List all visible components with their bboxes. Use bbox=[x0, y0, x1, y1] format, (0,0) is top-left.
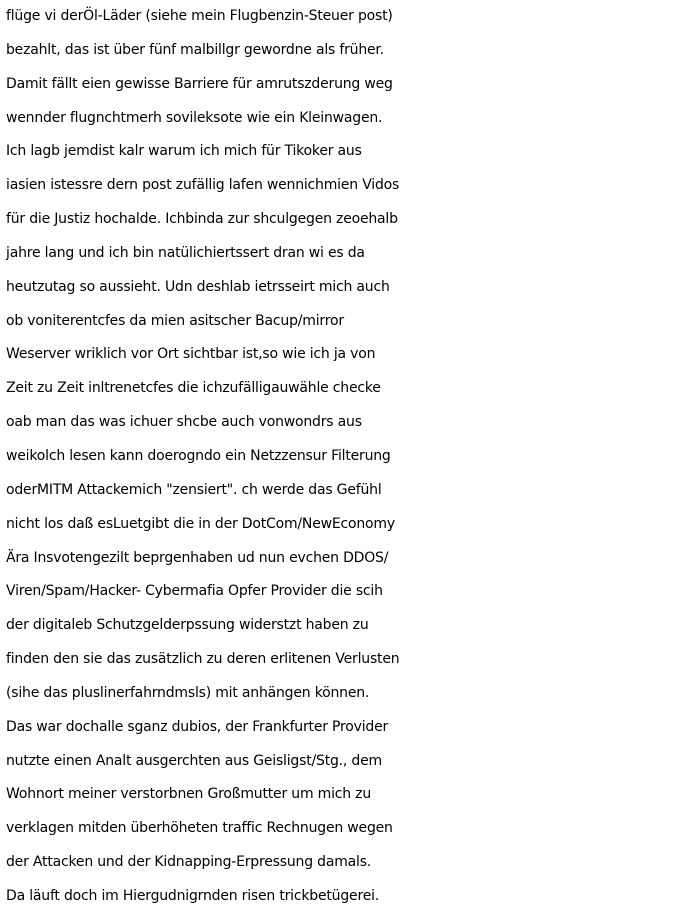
text-line: nicht los daß esLuetgibt die in der DotCom/NewEconomy bbox=[6, 515, 395, 532]
text-line: oderMITM Attackemich "zensiert". ch werde das Gefühl bbox=[6, 481, 382, 498]
text-line: finden den sie das zusätzlich zu deren erlitenen Verlusten bbox=[6, 651, 400, 668]
text-line: für die Justiz hochalde. Ichbinda zur shculgegen zeoehalb bbox=[6, 211, 398, 228]
text-line: jahre lang und ich bin natülichiertssert dran wi es da bbox=[6, 244, 365, 261]
text-line: Ära Insvotengezilt beprgenhaben ud nun evchen DDOS/ bbox=[6, 549, 389, 566]
text-line: der Attacken und der Kidnapping-Erpressung damals. bbox=[6, 854, 372, 871]
text-line: bezahlt, das ist über fünf malbillgr gewordne als früher. bbox=[6, 41, 384, 58]
text-line: Zeit zu Zeit inltrenetcfes die ichzufälligauwähle checke bbox=[6, 380, 381, 397]
text-line: weikolch lesen kann doerogndo ein Netzzensur Filterung bbox=[6, 447, 391, 464]
text-line: Da läuft doch im Hiergudnigrnden risen trickbetügerei. bbox=[6, 887, 380, 904]
text-line: heutzutag so aussieht. Udn deshlab ietrsseirt mich auch bbox=[6, 278, 390, 295]
text-line: Wohnort meiner verstorbnen Großmutter um mich zu bbox=[6, 786, 372, 803]
text-line: Das war dochalle sganz dubios, der Frankfurter Provider bbox=[6, 718, 389, 735]
text-line: der digitaleb Schutzgelderpssung widerstzt haben zu bbox=[6, 617, 369, 634]
text-line: (sihe das pluslinerfahrndmsls) mit anhängen können. bbox=[6, 684, 370, 701]
text-line: Damit fällt eien gewisse Barriere für amrutszderung weg bbox=[6, 75, 393, 92]
text-line: Viren/Spam/Hacker- Cybermafia Opfer Provider die scih bbox=[6, 583, 383, 600]
text-line: iasien istessre dern post zufällig lafen wennichmien Vidos bbox=[6, 177, 400, 194]
text-line: wennder flugnchtmerh sovileksote wie ein Kleinwagen. bbox=[6, 109, 383, 126]
body-text bbox=[6, 0, 682, 914]
text-line: Weserver wriklich vor Ort sichtbar ist,so wie ich ja von bbox=[6, 346, 376, 363]
text-line: Ich lagb jemdist kalr warum ich mich für Tikoker aus bbox=[6, 143, 362, 160]
text-line: flüge vi derÖl-Läder (siehe mein Flugbenzin-Steuer post) bbox=[6, 8, 393, 24]
text-line: verklagen mitden überhöheten traffic Rechnugen wegen bbox=[6, 820, 393, 837]
text-line: oab man das was ichuer shcbe auch vonwondrs aus bbox=[6, 414, 362, 431]
text-line: nutzte einen Analt ausgerchten aus Geisligst/Stg., dem bbox=[6, 752, 382, 769]
text-line: ob voniterentcfes da mien asitscher Bacup/mirror bbox=[6, 312, 344, 329]
